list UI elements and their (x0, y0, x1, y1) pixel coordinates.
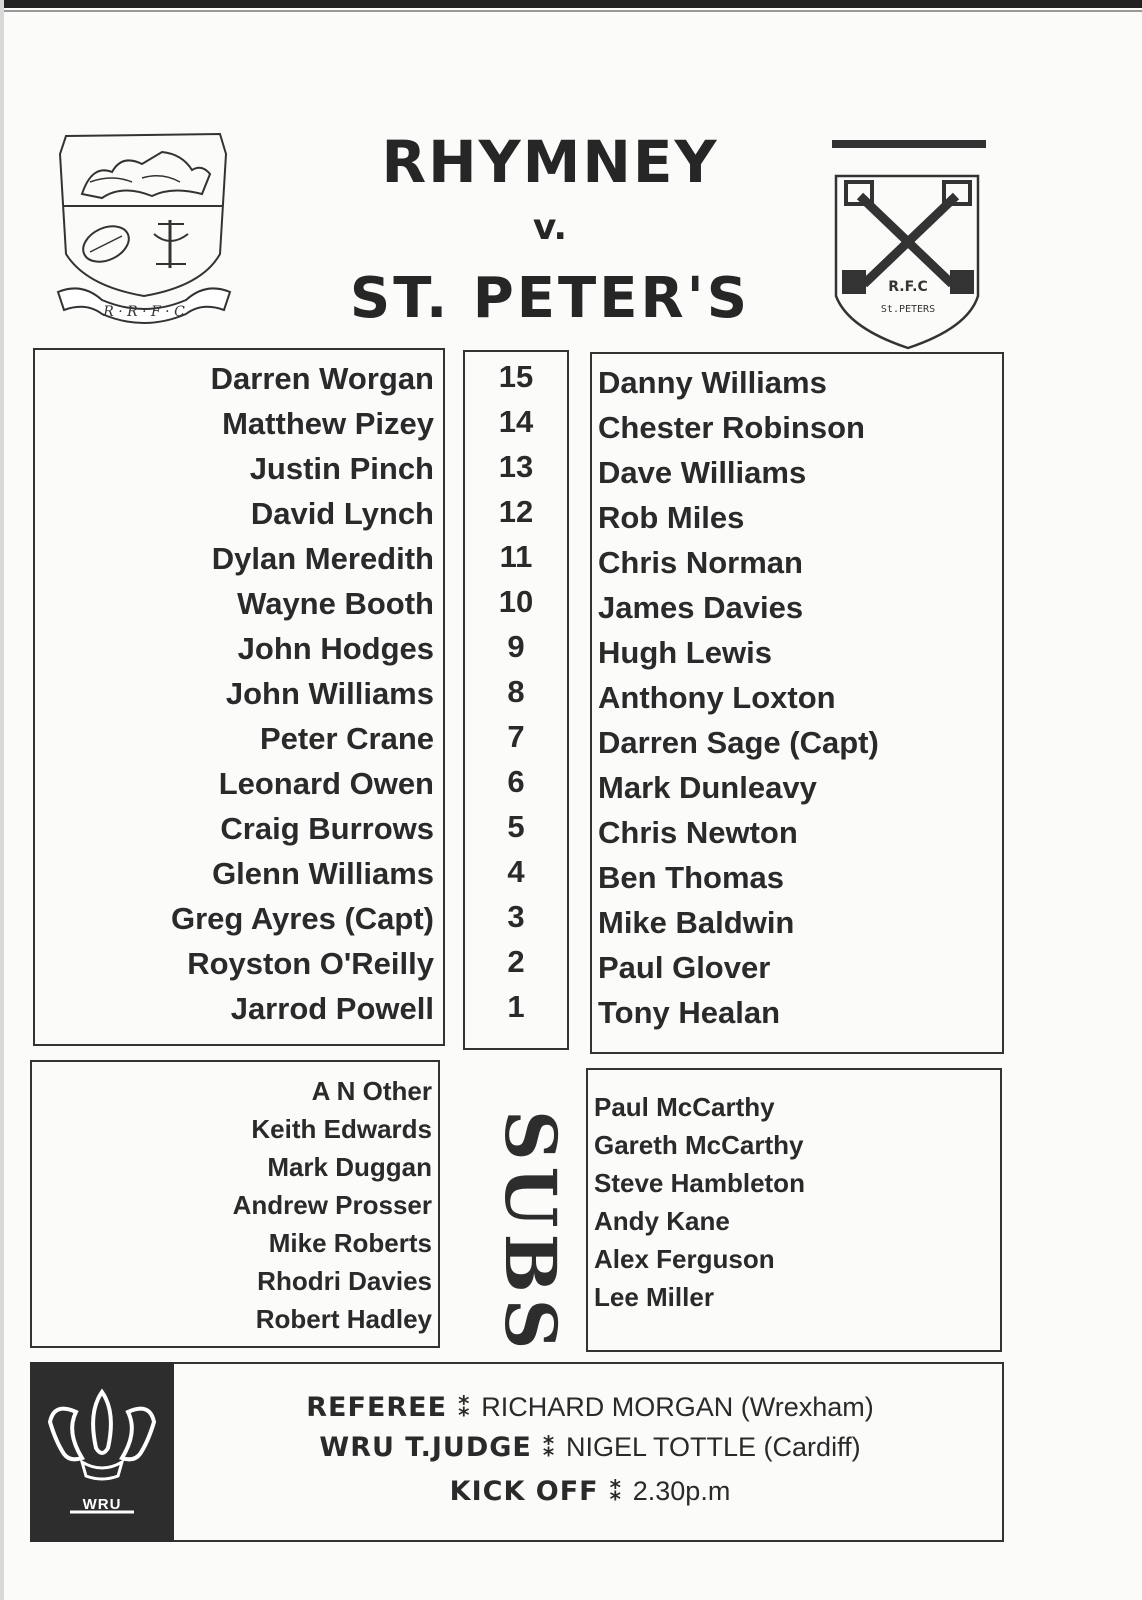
versus-label: v. (532, 207, 568, 248)
referee-line (180, 1392, 1000, 1423)
position-numbers-list (465, 354, 567, 1029)
away-player: Anthony Loxton (598, 680, 836, 715)
away-sub: Alex Ferguson (594, 1244, 775, 1274)
away-player: Chester Robinson (598, 410, 865, 445)
home-player: David Lynch (250, 496, 434, 531)
subs-label: SUBS (489, 1110, 572, 1356)
away-sub: Andy Kane (594, 1206, 730, 1236)
away-player: Paul Glover (598, 950, 771, 985)
home-sub: Andrew Prosser (232, 1190, 432, 1220)
home-player: Leonard Owen (218, 766, 434, 801)
position-number: 10 (498, 584, 534, 619)
away-sub: Steve Hambleton (594, 1168, 805, 1198)
prince-of-wales-feathers-icon (30, 1362, 174, 1542)
kick-off-label: KICK OFF (449, 1476, 599, 1507)
separator-icon: ⁑ (541, 1432, 556, 1462)
away-player: Hugh Lewis (598, 635, 772, 670)
page-top-edge-line (0, 10, 1142, 12)
home-player: Peter Crane (259, 721, 434, 756)
home-player: Greg Ayres (Capt) (171, 901, 434, 936)
away-player: Danny Williams (598, 365, 827, 400)
home-player: Jarrod Powell (230, 991, 434, 1026)
touch-judge-label: WRU T.JUDGE (319, 1432, 532, 1463)
away-crest-top-bar (832, 140, 986, 148)
away-player: Chris Newton (598, 815, 798, 850)
away-player: Darren Sage (Capt) (598, 725, 879, 760)
separator-icon: ⁑ (608, 1476, 623, 1506)
crossed-keys-crest-icon (828, 168, 988, 364)
page-top-edge (0, 0, 1142, 8)
position-number: 15 (498, 359, 534, 394)
position-number: 9 (507, 629, 525, 664)
away-player: James Davies (598, 590, 804, 625)
position-number: 5 (507, 809, 525, 844)
away-sub: Paul McCarthy (594, 1092, 775, 1122)
away-player: Rob Miles (598, 500, 745, 535)
home-sub: Mark Duggan (267, 1152, 432, 1182)
position-number: 6 (507, 764, 525, 799)
home-sub: Rhodri Davies (257, 1266, 432, 1296)
away-player: Ben Thomas (598, 860, 785, 895)
home-crest-text: R · R · F · C (103, 304, 185, 320)
position-number: 7 (507, 719, 525, 754)
home-player: Matthew Pizey (222, 406, 434, 441)
away-team-title: ST. PETER'S (349, 266, 751, 331)
position-number: 4 (507, 854, 525, 889)
position-number: 3 (507, 899, 525, 934)
home-player: Glenn Williams (212, 856, 434, 891)
home-player: Dylan Meredith (211, 541, 434, 576)
home-sub: Mike Roberts (268, 1228, 432, 1258)
away-player: Dave Williams (598, 455, 807, 490)
away-sub: Gareth McCarthy (594, 1130, 804, 1160)
home-subs-list (40, 1072, 432, 1338)
kick-off-line (180, 1476, 1000, 1507)
away-crest-subtext: St.PETERS (880, 304, 936, 315)
home-player: Darren Worgan (210, 361, 434, 396)
home-player: John Williams (225, 676, 434, 711)
position-number: 13 (498, 449, 534, 484)
home-sub: A N Other (311, 1076, 432, 1106)
wru-logo-text: WRU (82, 1496, 122, 1513)
rhymney-rfc-crest-icon (52, 124, 234, 334)
away-player: Mark Dunleavy (598, 770, 817, 805)
touch-judge-line (180, 1432, 1000, 1463)
position-number: 2 (507, 944, 525, 979)
home-player: Justin Pinch (249, 451, 434, 486)
away-player: Tony Healan (598, 995, 781, 1030)
referee-value: RICHARD MORGAN (Wrexham) (481, 1392, 874, 1422)
away-sub: Lee Miller (594, 1282, 714, 1312)
separator-icon: ⁑ (457, 1392, 472, 1422)
position-number: 14 (498, 404, 534, 439)
away-player: Mike Baldwin (598, 905, 795, 940)
position-number: 1 (507, 989, 525, 1024)
home-xv-list (40, 356, 434, 1031)
kick-off-value: 2.30p.m (632, 1476, 731, 1506)
home-player: Royston O'Reilly (187, 946, 434, 981)
wru-logo (30, 1362, 174, 1542)
touch-judge-value: NIGEL TOTTLE (Cardiff) (566, 1432, 861, 1462)
home-player: Craig Burrows (220, 811, 434, 846)
position-number: 8 (507, 674, 525, 709)
referee-label: REFEREE (306, 1392, 448, 1423)
home-player: John Hodges (237, 631, 434, 666)
away-crest-text: R.F.C (888, 279, 928, 295)
position-number: 12 (498, 494, 534, 529)
home-sub: Robert Hadley (255, 1304, 432, 1334)
home-player: Wayne Booth (237, 586, 434, 621)
home-team-title: RHYMNEY (381, 128, 719, 196)
position-number: 11 (499, 539, 533, 574)
page-left-edge (0, 0, 4, 1600)
away-xv-list (598, 360, 998, 1035)
away-subs-list (594, 1088, 994, 1316)
away-player: Chris Norman (598, 545, 803, 580)
home-sub: Keith Edwards (251, 1114, 432, 1144)
